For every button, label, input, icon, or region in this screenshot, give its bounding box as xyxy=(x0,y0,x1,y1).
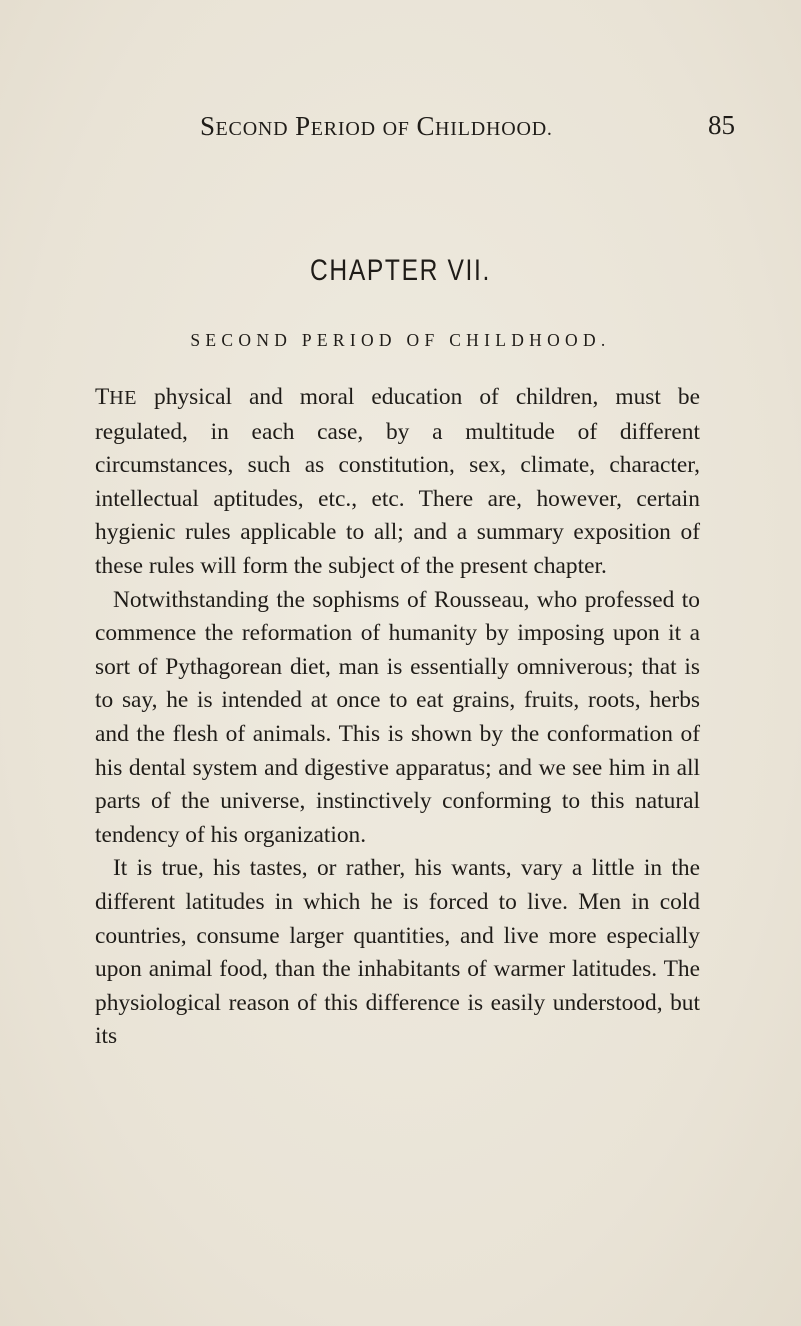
paragraph-2: Notwithstanding the sophisms of Rousseau, who professed to commence the reformation of humanity by imposing upon it a sort of Pythagorean diet, man is essentially omniverous; that is to say, he is intended at once to eat grains, fruits, roots, herbs and the flesh of animals. This is shown by the conformation of his dental system and digestive apparatus; and we see him in all parts of the universe, instinctively conforming to this natural tendency of his organization. xyxy=(95,586,700,848)
running-head-initial-4: C xyxy=(416,111,435,141)
chapter-title: CHAPTER VII. xyxy=(310,254,491,287)
running-head-word-4: HILDHOOD. xyxy=(435,118,553,140)
lead-initial: T xyxy=(95,384,110,410)
running-head-initial-2: P xyxy=(295,111,311,141)
running-head-initial-1: S xyxy=(200,111,216,141)
body-text xyxy=(95,381,700,1054)
paragraph-3: It is true, his tastes, or rather, his wants, vary a little in the different latitudes in which he is forced to live. Men in cold countries, consume larger quantities, and live more especially upon animal food, than the inhabitants of warmer latitudes. The physiological reason of this difference is easily understood, but its xyxy=(95,855,700,1050)
page-number: 85 xyxy=(708,110,735,140)
paragraph-1-lead xyxy=(95,384,137,410)
running-head-word-3: OF xyxy=(382,118,410,140)
running-head-word-2: ERIOD xyxy=(310,118,376,140)
running-head-word-1: ECOND xyxy=(215,118,289,140)
paragraph-1 xyxy=(95,381,700,584)
chapter-subtitle: SECOND PERIOD OF CHILDHOOD. xyxy=(190,330,611,350)
lead-rest: HE xyxy=(109,387,137,409)
running-head xyxy=(200,111,640,142)
paragraph-1-text: physical and moral education of children, must be regulated, in each case, by a multitude of different circumstances, such as constitution, sex, climate, character, intellectual aptitudes, etc., etc. There are, however, certain hygienic rules applicable to all; and a summary exposition of these rules will form the subject of the present chapter. xyxy=(95,384,700,579)
